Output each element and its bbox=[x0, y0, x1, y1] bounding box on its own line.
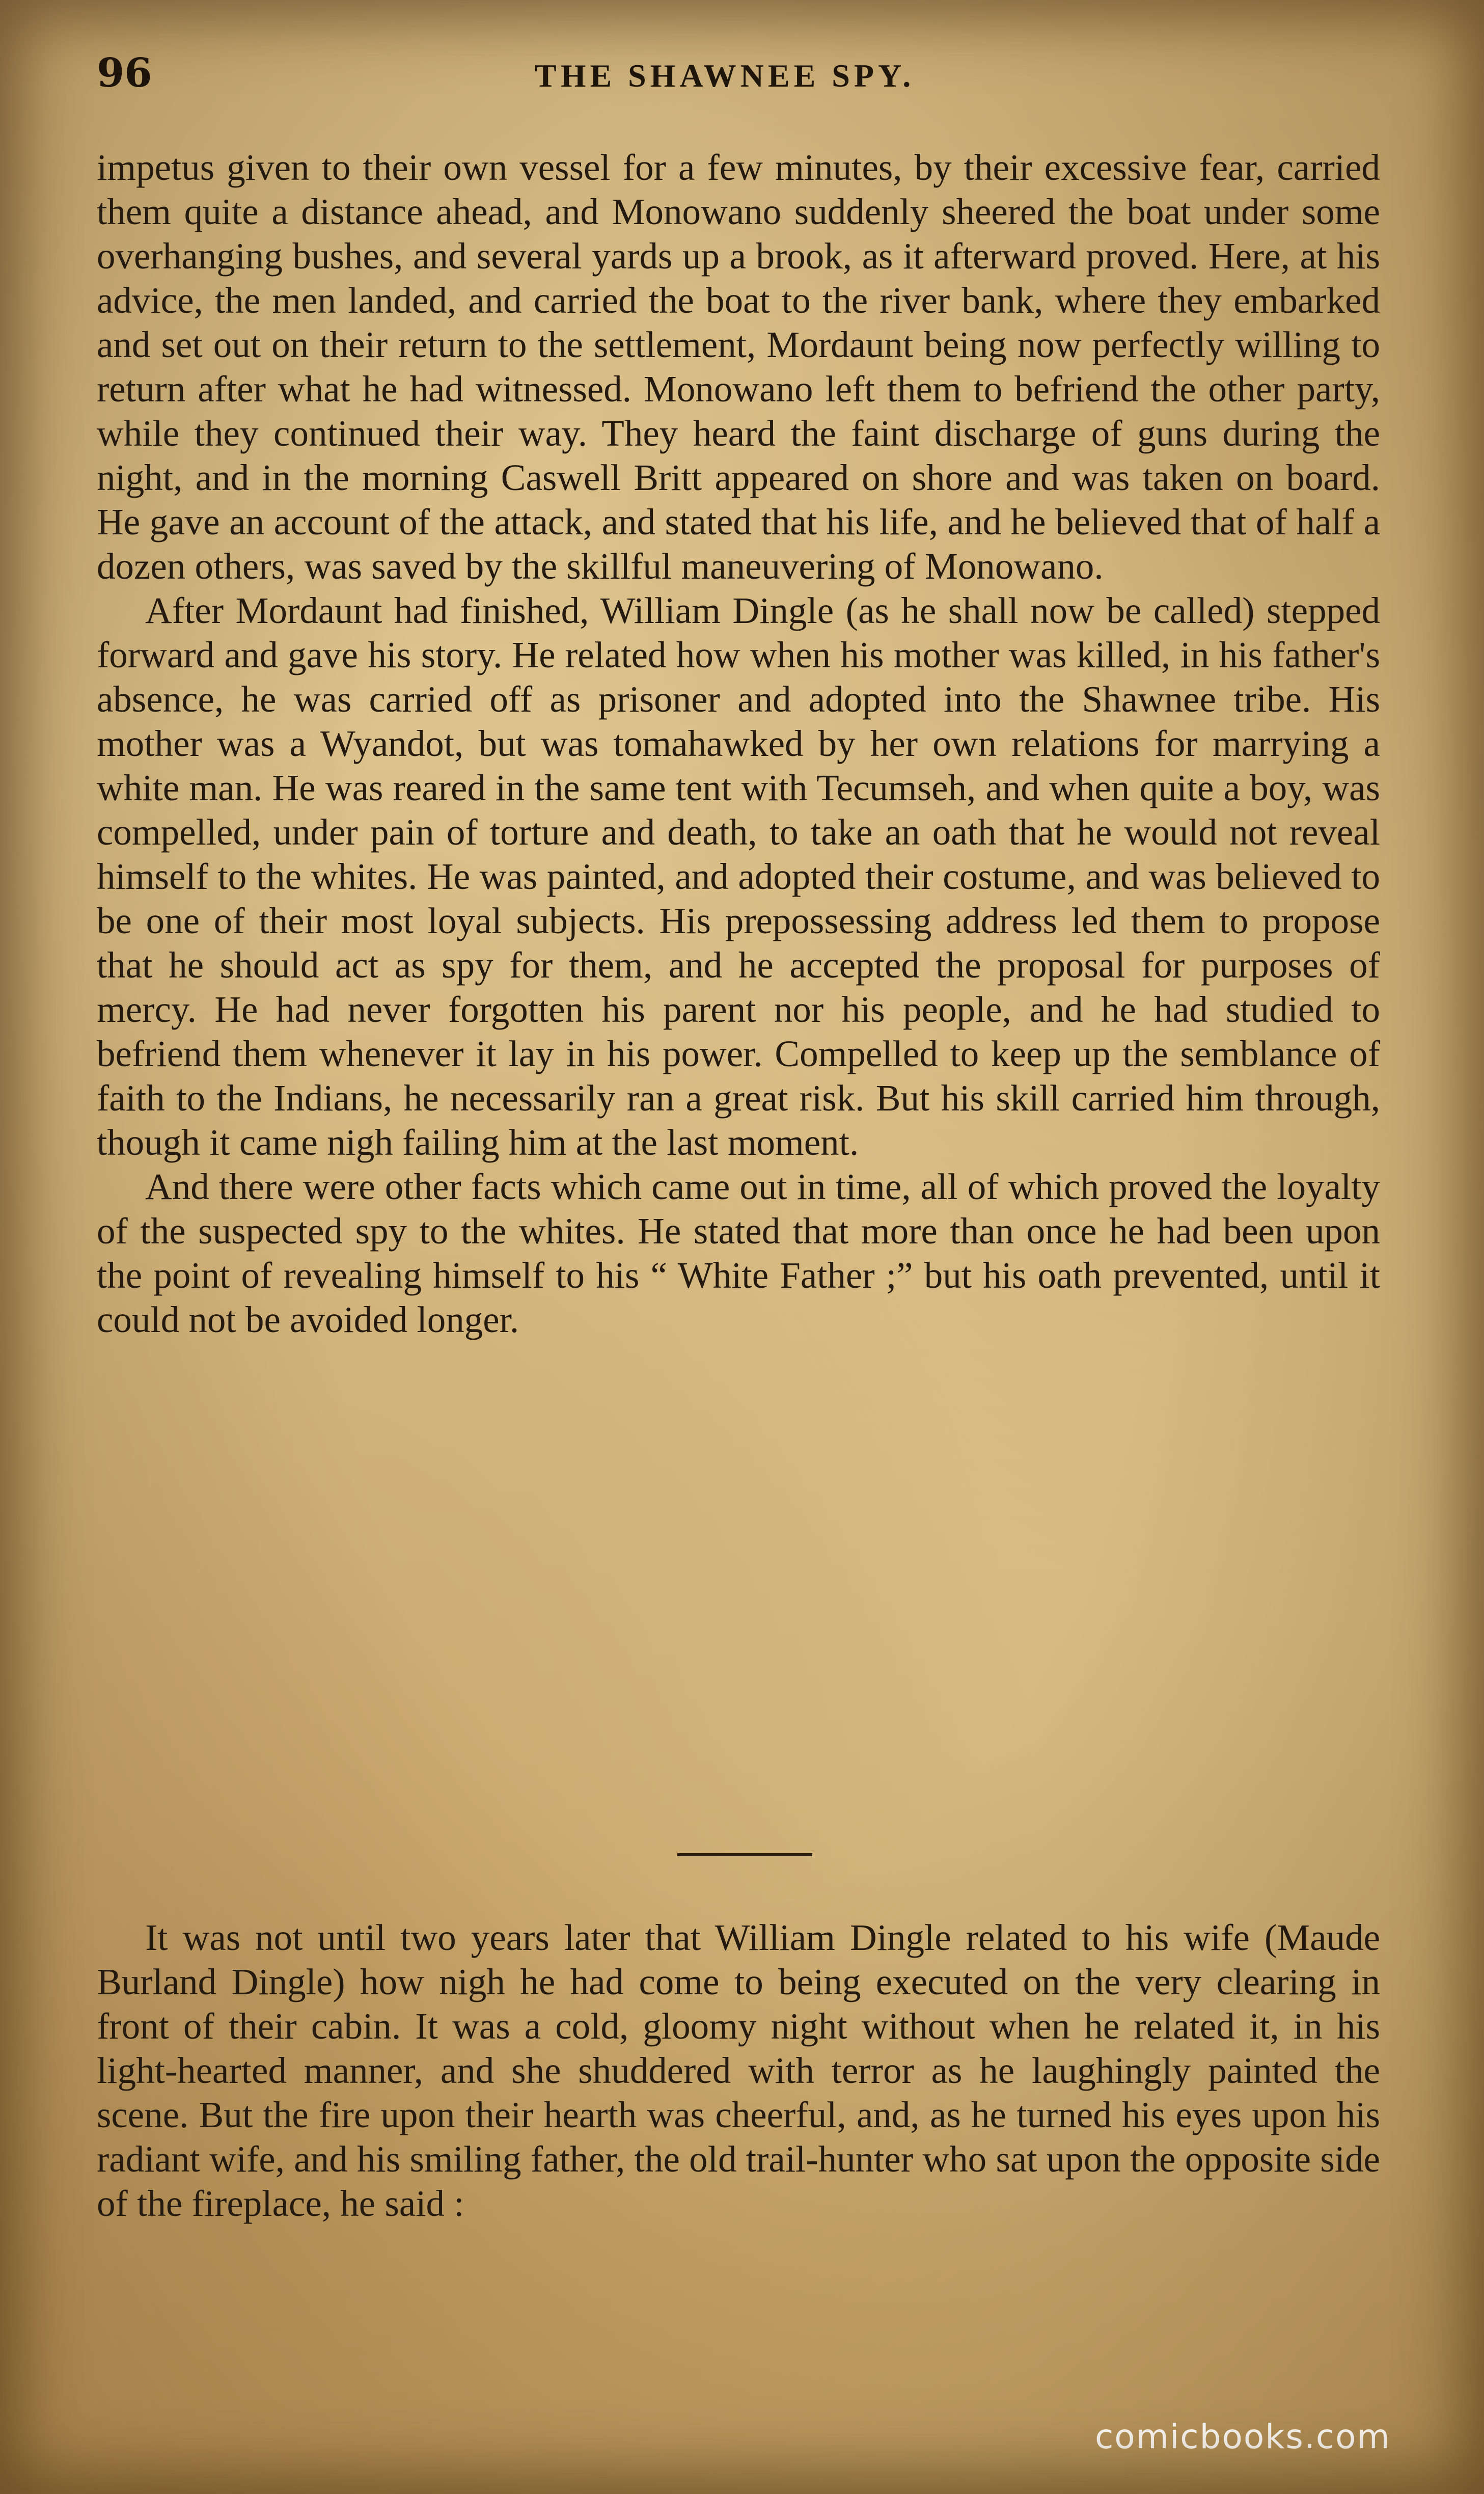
closing-section bbox=[97, 1915, 1380, 2226]
paragraph-3: And there were other facts which came out in time, all of which proved the loyalty of the suspected spy to the whites. He stated that more than once he had been upon the point of revealing himself to his “ White Father ;” but his oath prevented, until it could not be avoided longer. bbox=[97, 1166, 1380, 1340]
page-header bbox=[97, 50, 1380, 111]
running-title: THE SHAWNEE SPY. bbox=[535, 58, 915, 94]
section-divider bbox=[677, 1853, 812, 1856]
page-number: 96 bbox=[97, 50, 152, 96]
site-watermark: comicbooks.com bbox=[1095, 2417, 1391, 2456]
body-text bbox=[97, 145, 1380, 1342]
paragraph-1: impetus given to their own vessel for a few minutes, by their excessive fear, carried them quite a distance ahead, and Monowano suddenly sheered the boat under some overhanging bushes, and several yards up a brook, as it afterward proved. Here, at his advice, the men landed, and carried the boat to the river bank, where they embarked and set out on their return to the settlement, Mordaunt being now perfectly willing to return after what he had witnessed. Monowano left them to befriend the other party, while they continued their way. They heard the faint discharge of guns during the night, and in the morning Caswell Britt appeared on shore and was taken on board. He gave an account of the attack, and stated that his life, and he believed that of half a dozen others, was saved by the skillful maneuvering of Monowano. bbox=[97, 147, 1380, 587]
paragraph-2: After Mordaunt had finished, William Dingle (as he shall now be called) stepped forward and gave his story. He related how when his mother was killed, in his father's absence, he was carried off as prisoner and adopted into the Shawnee tribe. His mother was a Wyandot, but was tomahawked by her own relations for marrying a white man. He was reared in the same tent with Tecumseh, and when quite a boy, was compelled, under pain of torture and death, to take an oath that he would not reveal himself to the whites. He was painted, and adopted their costume, and was believed to be one of their most loyal subjects. His prepossessing address led them to propose that he should act as spy for them, and he accepted the proposal for purposes of mercy. He had never forgotten his parent nor his people, and he had studied to befriend them whenever it lay in his power. Compelled to keep up the semblance of faith to the Indians, he necessarily ran a great risk. But his skill carried him through, though it came nigh failing him at the last moment. bbox=[97, 590, 1380, 1163]
closing-paragraph: It was not until two years later that William Dingle related to his wife (Maude Burland Dingle) how nigh he had come to being executed on the very clearing in front of their cabin. It was a cold, gloomy night without when he related it, in his light-hearted manner, and she shuddered with terror as he laughingly painted the scene. But the fire upon their hearth was cheerful, and, as he turned his eyes upon his radiant wife, and his smiling father, the old trail-hunter who sat upon the opposite side of the fireplace, he said : bbox=[97, 1917, 1380, 2224]
